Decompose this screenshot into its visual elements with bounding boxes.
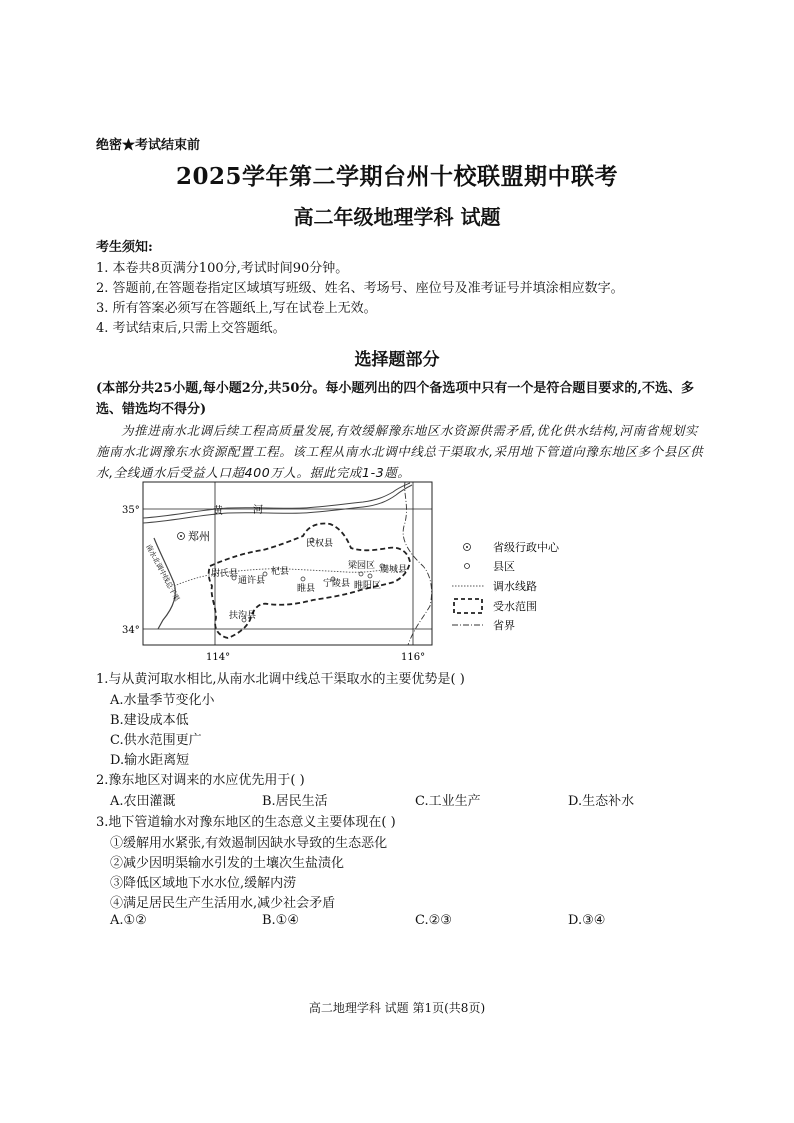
question-1-option-d: D.输水距离短 [110,753,190,768]
exam-subtitle: 高二年级地理学科 试题 [293,205,501,229]
county-marker [301,577,305,581]
county-marker [359,572,363,576]
lon-label-116: 116° [401,652,426,663]
lat-label-34: 34° [122,625,140,636]
question-3-option-b: B.①④ [262,913,299,928]
county-marker [368,574,372,578]
question-1-option-b: B.建设成本低 [110,713,189,728]
question-3-statement: ③降低区域地下水水位,缓解内涝 [110,876,297,891]
question-1-option-a: A.水量季节变化小 [110,693,215,708]
legend-capital: 省级行政中心 [493,541,559,554]
notice-item: 1. 本卷共8页满分100分,考试时间90分钟。 [96,261,349,276]
river-label: 河 [253,505,263,516]
place-zhengzhou: 郑州 [188,530,210,543]
legend-area-symbol [454,599,482,613]
legend-capital-dot [466,546,468,548]
page-footer: 高二地理学科 试题 第1页(共8页) [308,1001,486,1015]
legend-route: 调水线路 [493,580,537,593]
question-3-statement: ①缓解用水紧张,有效遏制因缺水导致的生态恶化 [110,836,388,851]
water-diversion-map [118,478,588,664]
question-3-option-a: A.①② [110,913,147,928]
place-qixian: 杞县 [271,567,290,577]
question-2-option-a: A.农田灌溉 [110,794,176,809]
legend-area: 受水范围 [493,600,537,613]
lon-label-114: 114° [206,652,231,663]
section-instruction: (本部分共25小题,每小题2分,共50分。每小题列出的四个备选项中只有一个是符合题目要求的,不选、多选、错选均不得分) [96,381,694,417]
place-liangyuan: 梁园区 [348,561,376,571]
question-1-option-c: C.供水范围更广 [110,733,202,748]
map-frame [143,482,432,645]
question-3-option-c: C.②③ [415,913,452,928]
question-3-option-d: D.③④ [568,913,606,928]
river-label: 黄 [213,506,223,517]
place-weishi: 尉氏县 [211,569,239,579]
canal-label: 南水北调中线总干渠 [144,543,181,603]
confidential-label: 绝密★考试结束前 [96,138,201,153]
question-2: 2.豫东地区对调来的水应优先用于( ) [96,773,305,788]
legend-county: 县区 [493,560,515,573]
legend-county-symbol [465,564,470,569]
province-boundary [403,482,431,645]
place-ningling: 宁陵县 [323,579,351,589]
place-minquan: 民权县 [306,539,334,549]
question-2-option-c: C.工业生产 [415,794,481,809]
place-suiyang: 睢阳区 [354,581,382,591]
exam-title: 2025学年第二学期台州十校联盟期中联考 [175,163,618,190]
question-2-option-d: D.生态补水 [568,794,635,809]
notice-item: 2. 答题前,在答题卷指定区域填写班级、姓名、考场号、座位号及准考证号并填涂相应数字。 [96,281,624,296]
place-fugou: 扶沟县 [229,611,257,621]
yellow-river-bank [143,485,412,523]
notice-item: 4. 考试结束后,只需上交答题纸。 [96,321,286,336]
notice-item: 3. 所有答案必须写在答题纸上,写在试卷上无效。 [96,301,377,316]
capital-marker-dot [180,535,182,537]
place-suixian: 睢县 [297,584,316,594]
question-passage: 为推进南水北调后续工程高质量发展,有效缓解豫东地区水资源供需矛盾,优化供水结构,河南省规划实施南水北调豫东水资源配置工程。该工程从南水北调中线总干渠取水,采用地下管道向豫东地区多个县区供水,全线通水后受益人口超400万人。据此完成1-3题。 [96,423,704,480]
section-title: 选择题部分 [354,350,440,370]
question-3-statement: ②减少因明渠输水引发的土壤次生盐渍化 [110,856,345,871]
legend-boundary: 省界 [493,619,515,632]
lat-label-35: 35° [122,505,140,516]
question-2-option-b: B.居民生活 [262,794,328,809]
question-1: 1.与从黄河取水相比,从南水北调中线总干渠取水的主要优势是( ) [96,672,465,687]
question-3-statement: ④满足居民生产生活用水,减少社会矛盾 [110,896,336,911]
place-yucheng: 虞城县 [380,565,408,575]
notice-heading: 考生须知: [96,240,153,255]
place-tongxu: 通许县 [238,576,266,586]
question-3: 3.地下管道输水对豫东地区的生态意义主要体现在( ) [96,815,396,830]
